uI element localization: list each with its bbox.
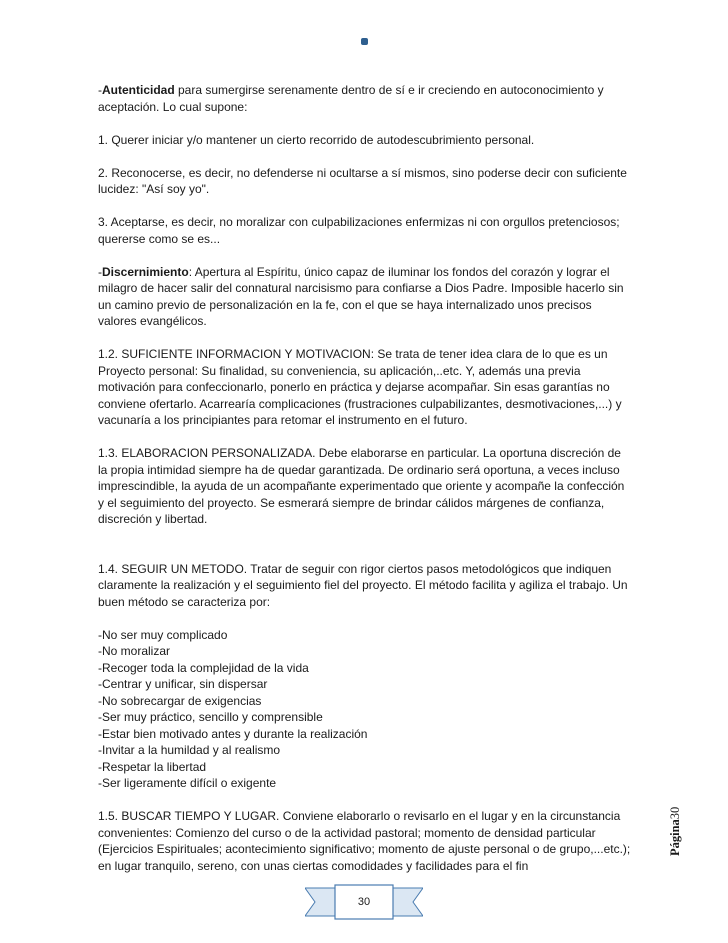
paragraph-item-3: 3. Aceptarse, es decir, no moralizar con culpabilizaciones enfermizas ni con orgullos pretenciosos; quererse como se es... <box>98 215 620 246</box>
page-body <box>98 82 632 891</box>
list-item: -Estar bien motivado antes y durante la realización <box>98 726 368 741</box>
footer-page-number: 30 <box>357 896 371 908</box>
list-item: -No sobrecargar de exigencias <box>98 693 262 708</box>
paragraph-autenticidad <box>98 82 632 115</box>
list-item: -No moralizar <box>98 644 171 658</box>
list-item: -No ser muy complicado <box>98 627 228 642</box>
side-page-label <box>668 807 683 856</box>
paragraph-section-1-5: 1.5. BUSCAR TIEMPO Y LUGAR. Conviene elaborarlo o revisarlo en el lugar y en la circunstancia convenientes: Comienzo del curso o de la actividad pastoral; momento de densidad particular (Ejercicios Espirituales; acontecimiento significativo; momento de ajuste personal o de grupo,...etc.); en lugar tranquilo, sereno, con unas ciertas comodidades y facilidades para el fin <box>98 809 631 873</box>
list-item: -Ser muy práctico, sencillo y comprensible <box>98 710 323 724</box>
paragraph-section-1-4: 1.4. SEGUIR UN METODO. Tratar de seguir con rigor ciertos pasos metodológicos que indiquen claramente la realización y el seguimiento fiel del proyecto. El método facilita y agiliza el trabajo. Un buen método se caracteriza por: <box>98 561 628 609</box>
paragraph-item-2: 2. Reconocerse, es decir, no defenderse ni ocultarse a sí mismos, sino poderse decir con suficiente lucidez: "Así soy yo". <box>98 165 627 196</box>
list-item: -Centrar y unificar, sin dispersar <box>98 677 268 691</box>
discernimiento-text: : Apertura al Espíritu, único capaz de iluminar los fondos del corazón y lograr el milagro de hacer salir del connatural narcisismo para confiarse a Dios Padre. Imposible hacerlo sin un camino previo de personalización en la fe, con el que se haya internalizado unos precisos valores evangélicos. <box>98 264 624 328</box>
side-page-word: Página <box>668 819 682 856</box>
dash-prefix: - <box>98 264 102 279</box>
list-item: -Ser ligeramente difícil o exigente <box>98 776 277 790</box>
footer-page-badge <box>305 884 423 920</box>
header-ornament <box>361 38 368 45</box>
term-autenticidad: Autenticidad <box>102 83 175 97</box>
dash-prefix: - <box>98 83 102 97</box>
term-discernimiento: Discernimiento <box>102 264 189 279</box>
side-page-number: 30 <box>668 806 682 820</box>
list-item: -Respetar la libertad <box>98 759 207 774</box>
paragraph-item-1: 1. Querer iniciar y/o mantener un cierto recorrido de autodescubrimiento personal. <box>98 132 535 147</box>
method-list <box>98 627 632 792</box>
paragraph-section-1-2: 1.2. SUFICIENTE INFORMACION Y MOTIVACION: Se trata de tener idea clara de lo que es un Proyecto personal: Su finalidad, su conveniencia, su aplicación,..etc. Y, además una previa motivación para confeccionarlo, ponerlo en práctica y dejarse acompañar. Sin esas garantías no conviene ofertarlo. Acarrearía complicaciones (frustraciones culpabilizantes, desmotivaciones,...) y vacunaría a los principiantes para retomar el instrumento en el futuro. <box>98 347 622 427</box>
list-item: -Recoger toda la complejidad de la vida <box>98 660 309 675</box>
list-item: -Invitar a la humildad y al realismo <box>98 743 281 757</box>
paragraph-discernimiento <box>98 264 632 330</box>
paragraph-section-1-3: 1.3. ELABORACION PERSONALIZADA. Debe elaborarse en particular. La oportuna discreción de la propia intimidad siempre ha de quedar garantizada. De ordinario será oportuna, a veces incluso imprescindible, la ayuda de un acompañante experimentado que oriente y acompañe la confección y el seguimiento del proyecto. Se esmerará siempre de brindar cálidos márgenes de confianza, discreción y libertad. <box>98 446 625 526</box>
autenticidad-text: para sumergirse serenamente dentro de sí e ir creciendo en autoconocimiento y aceptación. Lo cual supone: <box>98 83 604 114</box>
